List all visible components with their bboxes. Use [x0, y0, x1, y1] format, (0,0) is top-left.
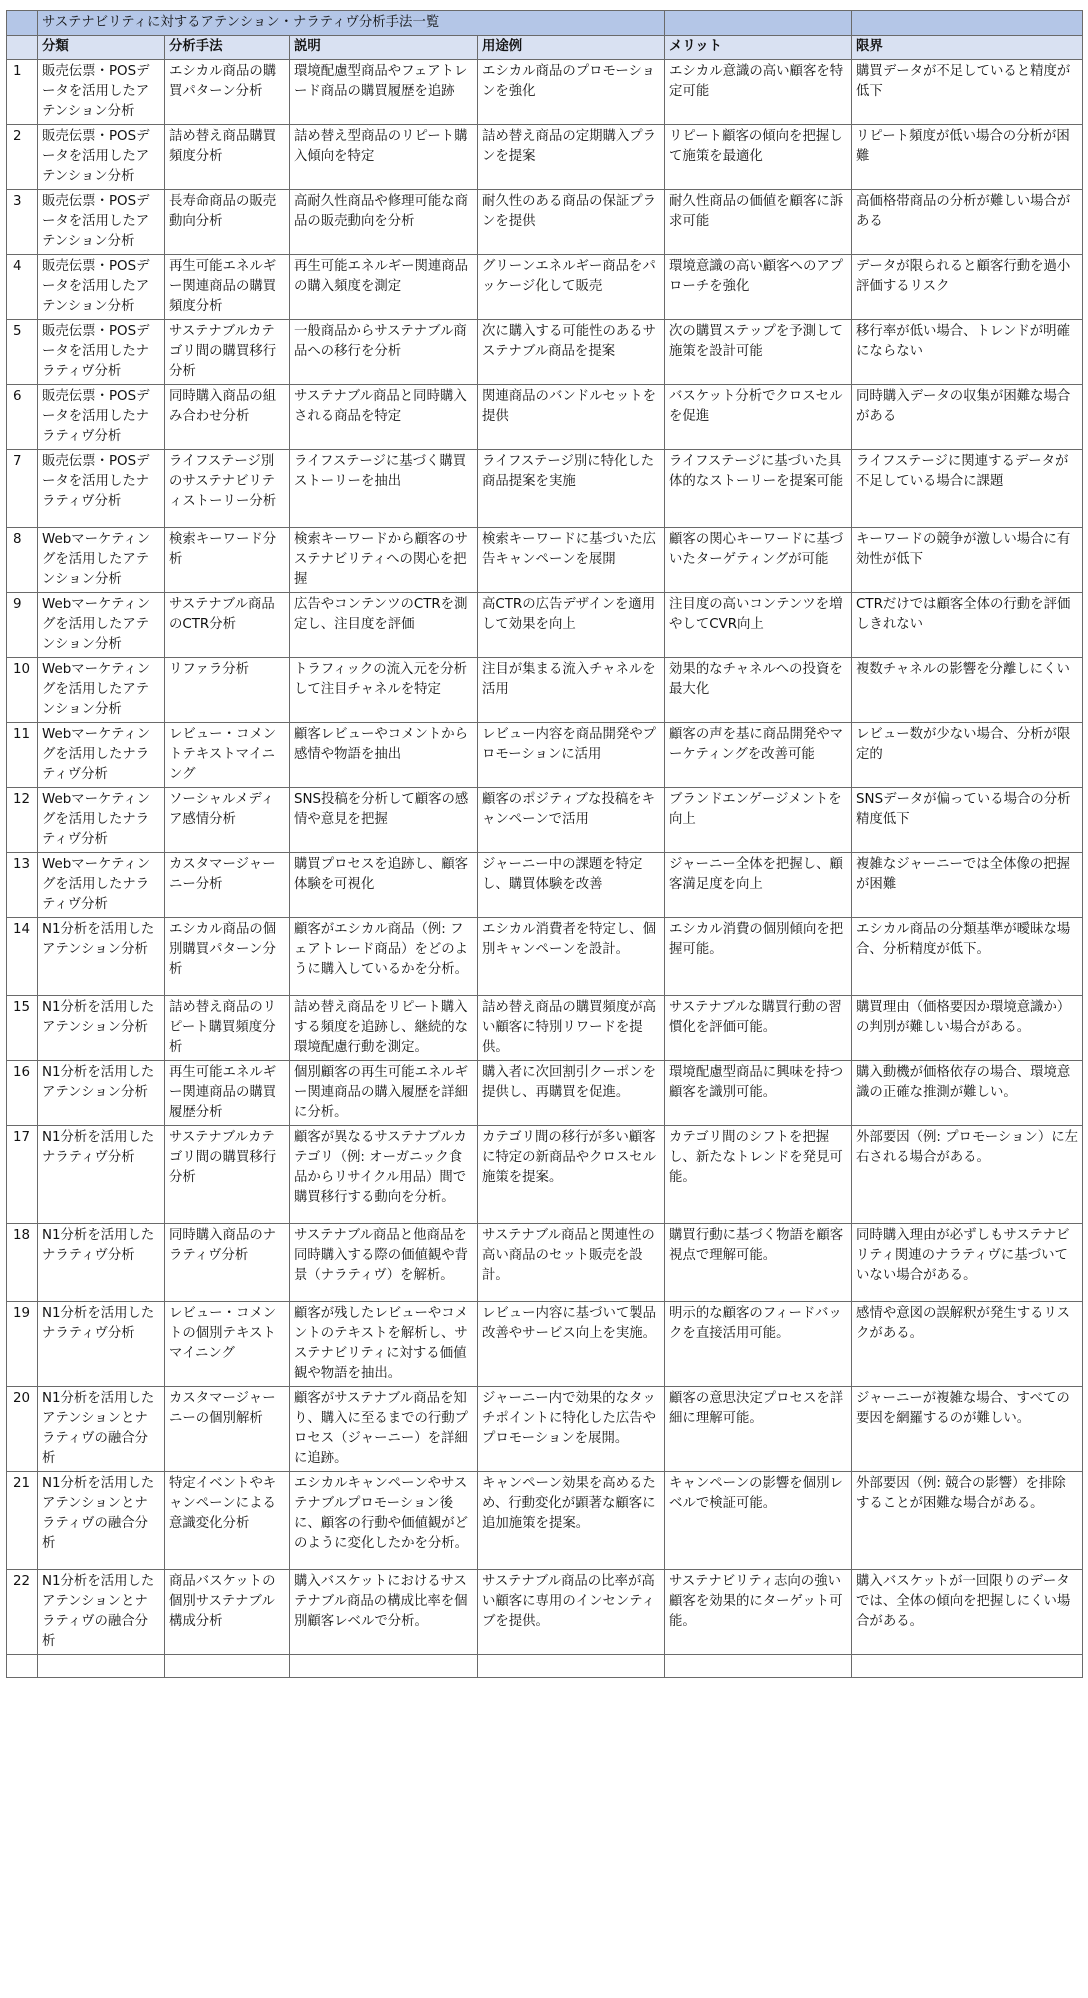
- cell-category[interactable]: N1分析を活用したアテンションとナラティヴの融合分析: [38, 1570, 165, 1655]
- cell-merit[interactable]: 環境意識の高い顧客へのアプローチを強化: [665, 255, 852, 320]
- cell-number[interactable]: 4: [7, 255, 38, 320]
- cell-merit[interactable]: ジャーニー全体を把握し、顧客満足度を向上: [665, 853, 852, 918]
- table-row: [7, 658, 1083, 723]
- cell-limitation[interactable]: CTRだけでは顧客全体の行動を評価しきれない: [852, 593, 1083, 658]
- cell-description[interactable]: 顧客が異なるサステナブルカテゴリ（例: オーガニック食品からリサイクル用品）間で購買移行する動向を分析。: [290, 1126, 478, 1224]
- cell-number[interactable]: 5: [7, 320, 38, 385]
- table-row: [7, 1126, 1083, 1224]
- table-row: [7, 723, 1083, 788]
- header-row: [7, 36, 1083, 60]
- table-row: [7, 918, 1083, 996]
- cell-use-case[interactable]: キャンペーン効果を高めるため、行動変化が顕著な顧客に追加施策を提案。: [478, 1472, 665, 1570]
- cell-category[interactable]: 販売伝票・POSデータを活用したアテンション分析: [38, 190, 165, 255]
- header-cell-limitation[interactable]: 限界: [852, 36, 1083, 60]
- cell-category[interactable]: Webマーケティングを活用したアテンション分析: [38, 528, 165, 593]
- cell-description[interactable]: 一般商品からサステナブル商品への移行を分析: [290, 320, 478, 385]
- cell-category[interactable]: N1分析を活用したアテンション分析: [38, 1061, 165, 1126]
- table-row: [7, 528, 1083, 593]
- cell-use-case[interactable]: ライフステージ別に特化した商品提案を実施: [478, 450, 665, 528]
- cell-limitation[interactable]: 高価格帯商品の分析が難しい場合がある: [852, 190, 1083, 255]
- empty-cell[interactable]: [38, 1655, 165, 1678]
- table-row: [7, 60, 1083, 125]
- table-row: [7, 1224, 1083, 1302]
- header-cell-number[interactable]: [7, 36, 38, 60]
- cell-description[interactable]: 顧客がエシカル商品（例: フェアトレード商品）をどのように購入しているかを分析。: [290, 918, 478, 996]
- cell-number[interactable]: 13: [7, 853, 38, 918]
- cell-description[interactable]: 購入バスケットにおけるサステナブル商品の構成比率を個別顧客レベルで分析。: [290, 1570, 478, 1655]
- table-row: [7, 255, 1083, 320]
- cell-limitation[interactable]: ジャーニーが複雑な場合、すべての要因を網羅するのが難しい。: [852, 1387, 1083, 1472]
- table-row: [7, 788, 1083, 853]
- cell-category[interactable]: 販売伝票・POSデータを活用したアテンション分析: [38, 60, 165, 125]
- cell-description[interactable]: 詰め替え商品をリピート購入する頻度を追跡し、継続的な環境配慮行動を測定。: [290, 996, 478, 1061]
- cell-method[interactable]: エシカル商品の購買パターン分析: [165, 60, 290, 125]
- cell-description[interactable]: 検索キーワードから顧客のサステナビリティへの関心を把握: [290, 528, 478, 593]
- cell-method[interactable]: ライフステージ別のサステナビリティストーリー分析: [165, 450, 290, 528]
- empty-cell[interactable]: [7, 1655, 38, 1678]
- cell-limitation[interactable]: 複雑なジャーニーでは全体像の把握が困難: [852, 853, 1083, 918]
- cell-category[interactable]: 販売伝票・POSデータを活用したアテンション分析: [38, 255, 165, 320]
- table-row: [7, 1061, 1083, 1126]
- table-row: [7, 1387, 1083, 1472]
- title-blank-cell[interactable]: [852, 11, 1083, 36]
- cell-limitation[interactable]: 外部要因（例: プロモーション）に左右される場合がある。: [852, 1126, 1083, 1224]
- table-row: [7, 1472, 1083, 1570]
- cell-description[interactable]: サステナブル商品と他商品を同時購入する際の価値観や背景（ナラティヴ）を解析。: [290, 1224, 478, 1302]
- cell-use-case[interactable]: ジャーニー中の課題を特定し、購買体験を改善: [478, 853, 665, 918]
- cell-use-case[interactable]: 高CTRの広告デザインを適用して効果を向上: [478, 593, 665, 658]
- cell-method[interactable]: 同時購入商品の組み合わせ分析: [165, 385, 290, 450]
- cell-number[interactable]: 2: [7, 125, 38, 190]
- table-row: [7, 125, 1083, 190]
- cell-number[interactable]: 19: [7, 1302, 38, 1387]
- cell-description[interactable]: 再生可能エネルギー関連商品の購入頻度を測定: [290, 255, 478, 320]
- cell-merit[interactable]: エシカル意識の高い顧客を特定可能: [665, 60, 852, 125]
- cell-limitation[interactable]: 同時購入理由が必ずしもサステナビリティ関連のナラティヴに基づいていない場合がある。: [852, 1224, 1083, 1302]
- cell-description[interactable]: サステナブル商品と同時購入される商品を特定: [290, 385, 478, 450]
- cell-number[interactable]: 17: [7, 1126, 38, 1224]
- cell-category[interactable]: N1分析を活用したアテンションとナラティヴの融合分析: [38, 1472, 165, 1570]
- cell-category[interactable]: N1分析を活用したナラティヴ分析: [38, 1126, 165, 1224]
- cell-limitation[interactable]: エシカル商品の分類基準が曖昧な場合、分析精度が低下。: [852, 918, 1083, 996]
- cell-description[interactable]: 広告やコンテンツのCTRを測定し、注目度を評価: [290, 593, 478, 658]
- cell-merit[interactable]: 注目度の高いコンテンツを増やしてCVR向上: [665, 593, 852, 658]
- cell-method[interactable]: カスタマージャーニーの個別解析: [165, 1387, 290, 1472]
- cell-category[interactable]: N1分析を活用したナラティヴ分析: [38, 1224, 165, 1302]
- header-cell-merit[interactable]: メリット: [665, 36, 852, 60]
- cell-merit[interactable]: サステナブルな購買行動の習慣化を評価可能。: [665, 996, 852, 1061]
- cell-number[interactable]: 10: [7, 658, 38, 723]
- table-row: [7, 1302, 1083, 1387]
- cell-number[interactable]: 21: [7, 1472, 38, 1570]
- table-row: [7, 996, 1083, 1061]
- cell-method[interactable]: 検索キーワード分析: [165, 528, 290, 593]
- cell-number[interactable]: 8: [7, 528, 38, 593]
- cell-use-case[interactable]: エシカル消費者を特定し、個別キャンペーンを設計。: [478, 918, 665, 996]
- cell-method[interactable]: 特定イベントやキャンペーンによる意識変化分析: [165, 1472, 290, 1570]
- cell-number[interactable]: 1: [7, 60, 38, 125]
- table-row: [7, 385, 1083, 450]
- cell-limitation[interactable]: レビュー数が少ない場合、分析が限定的: [852, 723, 1083, 788]
- cell-number[interactable]: 3: [7, 190, 38, 255]
- cell-limitation[interactable]: ライフステージに関連するデータが不足している場合に課題: [852, 450, 1083, 528]
- cell-number[interactable]: 11: [7, 723, 38, 788]
- cell-limitation[interactable]: 感情や意図の誤解釈が発生するリスクがある。: [852, 1302, 1083, 1387]
- cell-use-case[interactable]: 購入者に次回割引クーポンを提供し、再購買を促進。: [478, 1061, 665, 1126]
- header-cell-category[interactable]: 分類: [38, 36, 165, 60]
- title-row: [7, 11, 1083, 36]
- cell-limitation[interactable]: 購入バスケットが一回限りのデータでは、全体の傾向を把握しにくい場合がある。: [852, 1570, 1083, 1655]
- cell-limitation[interactable]: 購買データが不足していると精度が低下: [852, 60, 1083, 125]
- cell-merit[interactable]: 購買行動に基づく物語を顧客視点で理解可能。: [665, 1224, 852, 1302]
- cell-merit[interactable]: 顧客の声を基に商品開発やマーケティングを改善可能: [665, 723, 852, 788]
- header-cell-use-case[interactable]: 用途例: [478, 36, 665, 60]
- cell-category[interactable]: N1分析を活用したアテンション分析: [38, 996, 165, 1061]
- cell-number[interactable]: 18: [7, 1224, 38, 1302]
- cell-number[interactable]: 20: [7, 1387, 38, 1472]
- cell-description[interactable]: SNS投稿を分析して顧客の感情や意見を把握: [290, 788, 478, 853]
- table-title[interactable]: サステナビリティに対するアテンション・ナラティヴ分析手法一覧: [38, 11, 665, 36]
- cell-method[interactable]: レビュー・コメントの個別テキストマイニング: [165, 1302, 290, 1387]
- cell-description[interactable]: ライフステージに基づく購買ストーリーを抽出: [290, 450, 478, 528]
- cell-use-case[interactable]: 詰め替え商品の購買頻度が高い顧客に特別リワードを提供。: [478, 996, 665, 1061]
- cell-number[interactable]: 9: [7, 593, 38, 658]
- cell-method[interactable]: ソーシャルメディア感情分析: [165, 788, 290, 853]
- header-cell-description[interactable]: 説明: [290, 36, 478, 60]
- cell-merit[interactable]: 次の購買ステップを予測して施策を設計可能: [665, 320, 852, 385]
- empty-cell[interactable]: [290, 1655, 478, 1678]
- cell-merit[interactable]: 環境配慮型商品に興味を持つ顧客を識別可能。: [665, 1061, 852, 1126]
- cell-method[interactable]: サステナブルカテゴリ間の購買移行分析: [165, 1126, 290, 1224]
- analysis-methods-table: [6, 10, 1083, 1678]
- cell-category[interactable]: 販売伝票・POSデータを活用したナラティヴ分析: [38, 320, 165, 385]
- empty-cell[interactable]: [852, 1655, 1083, 1678]
- cell-use-case[interactable]: レビュー内容を商品開発やプロモーションに活用: [478, 723, 665, 788]
- cell-limitation[interactable]: リピート頻度が低い場合の分析が困難: [852, 125, 1083, 190]
- cell-category[interactable]: Webマーケティングを活用したナラティヴ分析: [38, 853, 165, 918]
- cell-limitation[interactable]: 移行率が低い場合、トレンドが明確にならない: [852, 320, 1083, 385]
- cell-description[interactable]: 高耐久性商品や修理可能な商品の販売動向を分析: [290, 190, 478, 255]
- cell-category[interactable]: N1分析を活用したナラティヴ分析: [38, 1302, 165, 1387]
- cell-use-case[interactable]: ジャーニー内で効果的なタッチポイントに特化した広告やプロモーションを展開。: [478, 1387, 665, 1472]
- spreadsheet-area: [6, 10, 1082, 1678]
- cell-method[interactable]: リファラ分析: [165, 658, 290, 723]
- cell-method[interactable]: 長寿命商品の販売動向分析: [165, 190, 290, 255]
- cell-merit[interactable]: バスケット分析でクロスセルを促進: [665, 385, 852, 450]
- cell-description[interactable]: 顧客がサステナブル商品を知り、購入に至るまでの行動プロセス（ジャーニー）を詳細に追跡。: [290, 1387, 478, 1472]
- cell-use-case[interactable]: レビュー内容に基づいて製品改善やサービス向上を実施。: [478, 1302, 665, 1387]
- cell-category[interactable]: Webマーケティングを活用したアテンション分析: [38, 658, 165, 723]
- table-row: [7, 1570, 1083, 1655]
- cell-merit[interactable]: キャンペーンの影響を個別レベルで検証可能。: [665, 1472, 852, 1570]
- empty-cell[interactable]: [665, 1655, 852, 1678]
- cell-limitation[interactable]: 同時購入データの収集が困難な場合がある: [852, 385, 1083, 450]
- cell-use-case[interactable]: 次に購入する可能性のあるサステナブル商品を提案: [478, 320, 665, 385]
- empty-cell[interactable]: [165, 1655, 290, 1678]
- table-row: [7, 593, 1083, 658]
- cell-method[interactable]: 詰め替え商品購買頻度分析: [165, 125, 290, 190]
- cell-merit[interactable]: ライフステージに基づいた具体的なストーリーを提案可能: [665, 450, 852, 528]
- cell-method[interactable]: 再生可能エネルギー関連商品の購買履歴分析: [165, 1061, 290, 1126]
- cell-method[interactable]: 商品バスケットの個別サステナブル構成分析: [165, 1570, 290, 1655]
- cell-category[interactable]: 販売伝票・POSデータを活用したアテンション分析: [38, 125, 165, 190]
- cell-use-case[interactable]: サステナブル商品の比率が高い顧客に専用のインセンティブを提供。: [478, 1570, 665, 1655]
- cell-method[interactable]: 詰め替え商品のリピート購買頻度分析: [165, 996, 290, 1061]
- cell-merit[interactable]: ブランドエンゲージメントを向上: [665, 788, 852, 853]
- cell-method[interactable]: 再生可能エネルギー関連商品の購買頻度分析: [165, 255, 290, 320]
- title-blank-cell[interactable]: [665, 11, 852, 36]
- table-row: [7, 190, 1083, 255]
- table-row: [7, 853, 1083, 918]
- title-corner-cell[interactable]: [7, 11, 38, 36]
- cell-use-case[interactable]: グリーンエネルギー商品をパッケージ化して販売: [478, 255, 665, 320]
- cell-method[interactable]: カスタマージャーニー分析: [165, 853, 290, 918]
- cell-merit[interactable]: 顧客の関心キーワードに基づいたターゲティングが可能: [665, 528, 852, 593]
- empty-row: [7, 1655, 1083, 1678]
- cell-limitation[interactable]: 複数チャネルの影響を分離しにくい: [852, 658, 1083, 723]
- cell-method[interactable]: エシカル商品の個別購買パターン分析: [165, 918, 290, 996]
- header-cell-method[interactable]: 分析手法: [165, 36, 290, 60]
- cell-category[interactable]: N1分析を活用したアテンション分析: [38, 918, 165, 996]
- cell-number[interactable]: 14: [7, 918, 38, 996]
- cell-merit[interactable]: サステナビリティ志向の強い顧客を効果的にターゲット可能。: [665, 1570, 852, 1655]
- cell-limitation[interactable]: SNSデータが偏っている場合の分析精度低下: [852, 788, 1083, 853]
- cell-use-case[interactable]: エシカル商品のプロモーションを強化: [478, 60, 665, 125]
- cell-limitation[interactable]: キーワードの競争が激しい場合に有効性が低下: [852, 528, 1083, 593]
- cell-description[interactable]: トラフィックの流入元を分析して注目チャネルを特定: [290, 658, 478, 723]
- cell-category[interactable]: 販売伝票・POSデータを活用したナラティヴ分析: [38, 450, 165, 528]
- cell-description[interactable]: 環境配慮型商品やフェアトレード商品の購買履歴を追跡: [290, 60, 478, 125]
- cell-use-case[interactable]: 検索キーワードに基づいた広告キャンペーンを展開: [478, 528, 665, 593]
- table-row: [7, 450, 1083, 528]
- cell-number[interactable]: 12: [7, 788, 38, 853]
- cell-limitation[interactable]: 購買理由（価格要因か環境意識か）の判別が難しい場合がある。: [852, 996, 1083, 1061]
- cell-category[interactable]: N1分析を活用したアテンションとナラティヴの融合分析: [38, 1387, 165, 1472]
- cell-method[interactable]: 同時購入商品のナラティヴ分析: [165, 1224, 290, 1302]
- cell-method[interactable]: サステナブルカテゴリ間の購買移行分析: [165, 320, 290, 385]
- cell-use-case[interactable]: 耐久性のある商品の保証プランを提供: [478, 190, 665, 255]
- cell-limitation[interactable]: 購入動機が価格依存の場合、環境意識の正確な推測が難しい。: [852, 1061, 1083, 1126]
- cell-category[interactable]: Webマーケティングを活用したナラティヴ分析: [38, 788, 165, 853]
- cell-use-case[interactable]: サステナブル商品と関連性の高い商品のセット販売を設計。: [478, 1224, 665, 1302]
- cell-number[interactable]: 16: [7, 1061, 38, 1126]
- cell-description[interactable]: 個別顧客の再生可能エネルギー関連商品の購入履歴を詳細に分析。: [290, 1061, 478, 1126]
- cell-number[interactable]: 15: [7, 996, 38, 1061]
- cell-number[interactable]: 22: [7, 1570, 38, 1655]
- cell-use-case[interactable]: 顧客のポジティブな投稿をキャンペーンで活用: [478, 788, 665, 853]
- table-row: [7, 320, 1083, 385]
- cell-category[interactable]: 販売伝票・POSデータを活用したナラティヴ分析: [38, 385, 165, 450]
- cell-merit[interactable]: リピート顧客の傾向を把握して施策を最適化: [665, 125, 852, 190]
- cell-description[interactable]: 顧客が残したレビューやコメントのテキストを解析し、サステナビリティに対する価値観や物語を抽出。: [290, 1302, 478, 1387]
- cell-merit[interactable]: エシカル消費の個別傾向を把握可能。: [665, 918, 852, 996]
- cell-description[interactable]: 購買プロセスを追跡し、顧客体験を可視化: [290, 853, 478, 918]
- cell-method[interactable]: サステナブル商品のCTR分析: [165, 593, 290, 658]
- cell-use-case[interactable]: カテゴリ間の移行が多い顧客に特定の新商品やクロスセル施策を提案。: [478, 1126, 665, 1224]
- cell-limitation[interactable]: データが限られると顧客行動を過小評価するリスク: [852, 255, 1083, 320]
- cell-merit[interactable]: 耐久性商品の価値を顧客に訴求可能: [665, 190, 852, 255]
- cell-limitation[interactable]: 外部要因（例: 競合の影響）を排除することが困難な場合がある。: [852, 1472, 1083, 1570]
- cell-method[interactable]: レビュー・コメントテキストマイニング: [165, 723, 290, 788]
- cell-merit[interactable]: 顧客の意思決定プロセスを詳細に理解可能。: [665, 1387, 852, 1472]
- cell-description[interactable]: 顧客レビューやコメントから感情や物語を抽出: [290, 723, 478, 788]
- cell-description[interactable]: エシカルキャンペーンやサステナブルプロモーション後に、顧客の行動や価値観がどのように変化したかを分析。: [290, 1472, 478, 1570]
- cell-use-case[interactable]: 注目が集まる流入チャネルを活用: [478, 658, 665, 723]
- cell-use-case[interactable]: 詰め替え商品の定期購入プランを提案: [478, 125, 665, 190]
- empty-cell[interactable]: [478, 1655, 665, 1678]
- cell-merit[interactable]: 明示的な顧客のフィードバックを直接活用可能。: [665, 1302, 852, 1387]
- cell-use-case[interactable]: 関連商品のバンドルセットを提供: [478, 385, 665, 450]
- cell-merit[interactable]: カテゴリ間のシフトを把握し、新たなトレンドを発見可能。: [665, 1126, 852, 1224]
- cell-category[interactable]: Webマーケティングを活用したナラティヴ分析: [38, 723, 165, 788]
- cell-description[interactable]: 詰め替え型商品のリピート購入傾向を特定: [290, 125, 478, 190]
- cell-number[interactable]: 6: [7, 385, 38, 450]
- cell-category[interactable]: Webマーケティングを活用したアテンション分析: [38, 593, 165, 658]
- cell-merit[interactable]: 効果的なチャネルへの投資を最大化: [665, 658, 852, 723]
- cell-number[interactable]: 7: [7, 450, 38, 528]
